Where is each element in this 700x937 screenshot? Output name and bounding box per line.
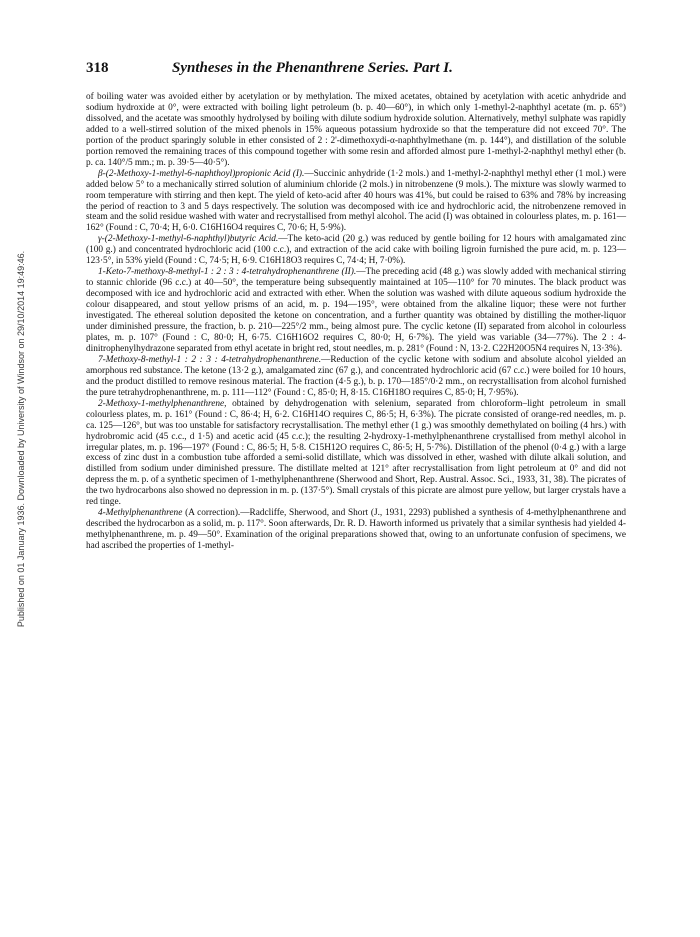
- page-number: 318: [86, 60, 109, 76]
- paragraph-text: obtained by dehydrogenation with selenium, separated from chloroform–light petroleum in small colourless plates, m. p. 161° (Found : C, 86·4; H, 6·2. C16H14O requires C, 86·5; H, 6·3%). The picrate consisted of orange-red needles, m. p. ca. 125—126°, but was too unstable for satisfactory recrystallisation. The methyl ether (1 g.) was smoothly demethylated on boiling (4 hrs.) with hydrobromic acid (45 c.c., d 1·5) and acetic acid (45 c.c.); the resulting 2-hydroxy-1-methylphenanthrene crystallised from methyl alcohol in irregular plates, m. p. 196—197° (Found : C, 86·5; H, 5·8. C15H12O requires C, 86·5; H, 5·7%). Distillation of the phenol (0·4 g.) with a large excess of zinc dust in a combustion tube afforded a semi-solid distillate, which was dissolved in ether, washed with dilute alkali solution, and distilled from sodium under diminished pressure. The distillate melted at 121° after recrystallisation from light petroleum at 0° and did not depress the m. p. of a synthetic specimen of 1-methylphenanthrene (Sherwood and Short, Rep. Austral. Assoc. Sci., 1933, 31, 38). The picrates of the two hydrocarbons also showed no depression in m. p. (137·5°). Small crystals of this picrate are almost pure yellow, but larger crystals have a red tinge.: [86, 398, 626, 508]
- download-watermark: [6, 140, 26, 740]
- section-heading: 2-Methoxy-1-methylphenanthrene,: [98, 398, 227, 409]
- paragraph-text: (A correction).—Radcliffe, Sherwood, and Short (J., 1931, 2293) published a synthesis of 4-methylphenanthrene and described the hydrocarbon as a solid, m. p. 117°. Soon afterwards, Dr. R. D. Haworth informed us privately that a similar synthesis had yielded 4-methylphenanthrene, m. p. 49—50°. Examination of the original preparations showed that, owing to an unfortunate confusion of specimens, we had ascribed the properties of 1-methyl-: [86, 508, 626, 552]
- download-notice-text: Published on 01 January 1936. Downloaded by University of Windsor on 29/10/2014 19:49:46.: [16, 250, 26, 628]
- section-heading: γ-(2-Methoxy-1-methyl-6-naphthyl)butyric Acid.: [98, 234, 279, 245]
- running-title: Syntheses in the Phenanthrene Series. Part I.: [172, 60, 453, 76]
- paragraph-text: —The keto-acid (20 g.) was reduced by gentle boiling for 12 hours with amalgamated zinc (100 g.) and concentrated hydrochloric acid (100 c.c.), and extraction of the acid cake with boiling ligroin furnished the pure acid, m. p. 123—123·5°, in 53% yield (Found : C, 74·5; H, 6·9. C16H18O3 requires C, 74·4; H, 7·0%).: [86, 234, 626, 267]
- article-body: [86, 92, 626, 552]
- paragraph: [86, 267, 626, 355]
- section-heading: 4-Methylphenanthrene: [98, 508, 183, 519]
- paragraph-text: —Reduction of the cyclic ketone with sodium and absolute alcohol yielded an amorphous red substance. The ketone (13·2 g.), amalgamated zinc (67 g.), and concentrated hydrochloric acid (67 c.c.) were boiled for 10 hours, and the product distilled to remove resinous material. The fraction (4·5 g.), b. p. 170—185°/0·2 mm., on recrystallisation from alcohol furnished the pure tetrahydrophenanthrene, m. p. 111—112° (Found : C, 85·0; H, 8·15. C16H18O requires C, 85·0; H, 7·95%).: [86, 354, 626, 398]
- paragraph-text: —The preceding acid (48 g.) was slowly added with mechanical stirring to stannic chloride (96 c.c.) at 40—50°, the temperature being subsequently maintained at 105—110° for 70 minutes. The black product was decomposed with ice and hydrochloric acid and extracted with ether. When the solution was washed with dilute aqueous sodium hydroxide the colour disappeared, and stout yellow prisms of an acid, m. p. 194—195°, were obtained from the alkaline liquor; these were not further investigated. The ethereal solution deposited the ketone on concentration, and a further quantity was obtained by distilling the mother-liquor under diminished pressure, the fraction, b. p. 210—225°/2 mm., being almost pure. The cyclic ketone (II) separated from alcohol in colourless plates, m. p. 107° (Found : C, 80·0; H, 6·75. C16H16O2 requires C, 80·0; H, 6·7%). The yield was variable (34—77%). The 2 : 4-dinitrophenylhydrazone separated from ethyl acetate in bright red, stout needles, m. p. 281° (Found : N, 13·2. C22H20O5N4 requires N, 13·3%).: [86, 267, 626, 354]
- paragraph: [86, 234, 626, 267]
- paragraph: [86, 399, 626, 509]
- section-heading: 1-Keto-7-methoxy-8-methyl-1 : 2 : 3 : 4-tetrahydrophenanthrene (II).: [98, 267, 357, 278]
- paragraph: [86, 92, 626, 169]
- paragraph-text: of boiling water was avoided either by acetylation or by methylation. The mixed acetates, obtained by acetylation with acetic anhydride and sodium hydroxide at 0°, were extracted with boiling light petroleum (b. p. 40—60°), in which only 1-methyl-2-naphthyl acetate (m. p. 65°) dissolved, and the acetate was smoothly hydrolysed by boiling with dilute sodium hydroxide solution. Alternatively, methyl sulphate was rapidly added to a well-stirred solution of the mixed phenols in 15% aqueous potassium hydroxide so that the temperature did not exceed 70°. The portion of the product sparingly soluble in ether consisted of 2 : 2'-dimethoxydi-α-naphthylmethane (m. p. 144°), and distillation of the soluble portion removed the remaining traces of this compound together with some resin and afforded almost pure 1-methyl-2-naphthyl methyl ether (b. p. ca. 140°/5 mm.; m. p. 39·5—40·5°).: [86, 92, 626, 168]
- page-header: [86, 60, 626, 82]
- paragraph: [86, 508, 626, 552]
- paragraph: [86, 169, 626, 235]
- section-heading: 7-Methoxy-8-methyl-1 : 2 : 3 : 4-tetrahydrophenanthrene.: [98, 354, 322, 365]
- section-heading: β-(2-Methoxy-1-methyl-6-naphthoyl)propionic Acid (I).: [98, 168, 305, 179]
- paragraph: [86, 355, 626, 399]
- paragraph-text: —Succinic anhydride (1·2 mols.) and 1-methyl-2-naphthyl methyl ether (1 mol.) were added below 5° to a mechanically stirred solution of aluminium chloride (2 mols.) in nitrobenzene (9 mols.). The mixture was slowly warmed to room temperature with stirring and then kept. The yield of keto-acid after 40 hours was 41%, but could be raised to 63% and 78% by increasing the period of reaction to 3 and 5 days respectively. The solution was decomposed with ice and hydrochloric acid, the nitrobenzene removed in steam and the solid residue washed with water and recrystallised from methyl alcohol. The acid (I) was obtained in colourless plates, m. p. 161—162° (Found : C, 70·4; H, 6·0. C16H16O4 requires C, 70·6; H, 5·9%).: [86, 168, 626, 234]
